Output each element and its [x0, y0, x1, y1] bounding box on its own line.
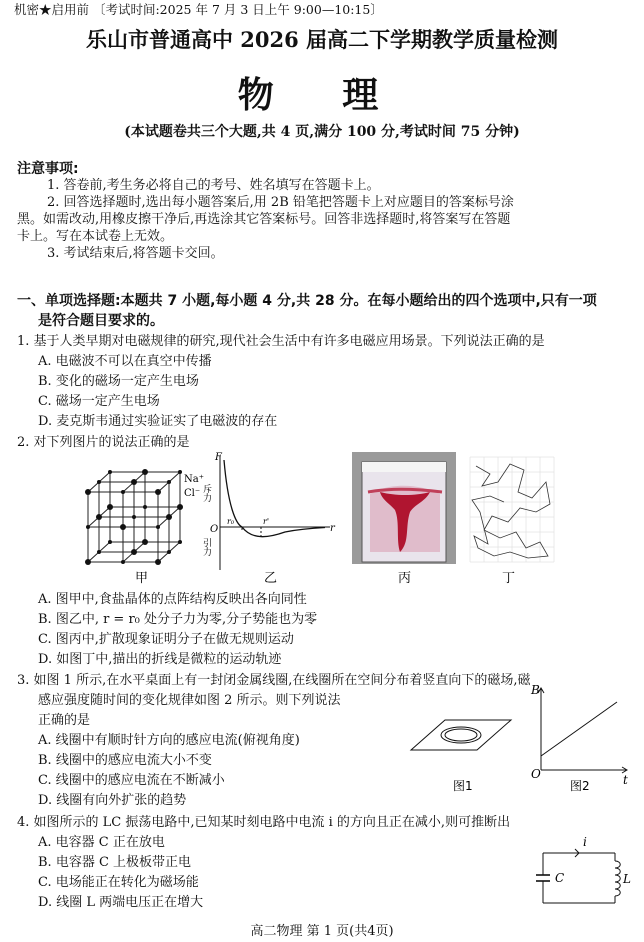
- fig-yi-attractive: 引力: [201, 538, 211, 556]
- fig1-table-coil: [411, 720, 511, 750]
- fig1-caption: 图1: [453, 779, 473, 793]
- fig2-y-label: B: [531, 683, 540, 697]
- paper-info: (本试题卷共三个大题,共 4 页,满分 100 分,考试时间 75 分钟): [124, 124, 520, 140]
- notice-item-3: 3. 考试结束后,将答题卡交回。: [47, 246, 224, 261]
- q4-option-a: A. 电容器 C 正在放电: [38, 835, 165, 850]
- q1-option-a: A. 电磁波不可以在真空中传播: [38, 354, 212, 369]
- q3-stem-line3: 正确的是: [38, 713, 91, 728]
- q4-option-b: B. 电容器 C 上极板带正电: [38, 855, 192, 870]
- section-heading-line2: 是符合题目要求的。: [38, 313, 164, 329]
- q2-figures: [80, 452, 560, 587]
- q2-option-b: B. 图乙中, r = r₀ 处分子力为零,分子势能也为零: [38, 612, 318, 627]
- q2-option-a: A. 图甲中,食盐晶体的点阵结构反映出各向同性: [38, 592, 307, 607]
- q4-option-c: C. 电场能正在转化为磁场能: [38, 875, 199, 890]
- fig2-b-t-graph: [538, 688, 627, 773]
- fig-ding-grid: [470, 457, 554, 562]
- q3-option-c: C. 线圈中的感应电流在不断减小: [38, 773, 225, 788]
- page-footer: 高二物理 第 1 页(共4页): [250, 924, 394, 939]
- fig-jia-cl-label: Cl⁻: [184, 488, 201, 499]
- fig-yi-x-label: r: [330, 523, 335, 534]
- q4-stem: 4. 如图所示的 LC 振荡电路中,已知某时刻电路中电流 i 的方向且正在减小,则可推断出: [17, 815, 511, 830]
- q1-option-b: B. 变化的磁场一定产生电场: [38, 374, 199, 389]
- fig2-origin: O: [531, 767, 541, 781]
- notice-item-2-line3: 卡上。写在本试卷上无效。: [17, 229, 174, 244]
- exam-time-line: 机密★启用前 〔考试时间:2025 年 7 月 3 日上午 9:00—10:15〕: [14, 2, 383, 17]
- fig-jia-na-label: Na⁺: [184, 474, 204, 485]
- q3-option-d: D. 线圈有向外扩张的趋势: [38, 793, 187, 808]
- q2-stem: 2. 对下列图片的说法正确的是: [17, 435, 190, 450]
- q3-figures: [405, 680, 630, 800]
- fig-ding-track: [472, 464, 550, 558]
- subject-title: 物 理: [237, 74, 407, 116]
- section-heading-line1: 一、单项选择题:本题共 7 小题,每小题 4 分,共 28 分。在每小题给出的四个选项中,只有一项: [17, 293, 597, 309]
- q2-option-d: D. 如图丁中,描出的折线是微粒的运动轨迹: [38, 652, 282, 667]
- q1-option-d: D. 麦克斯韦通过实验证实了电磁波的存在: [38, 414, 278, 429]
- q4-option-d: D. 线圈 L 两端电压正在增大: [38, 895, 204, 910]
- fig-yi-r0: r₀: [227, 517, 235, 526]
- fig-bing-caption: 丙: [398, 571, 412, 586]
- notice-item-1: 1. 答卷前,考生务必将自己的考号、姓名填写在答题卡上。: [47, 178, 380, 193]
- fig2-x-label: t: [623, 773, 628, 787]
- fig-bing-beaker-photo: [352, 452, 456, 564]
- q3-stem-line2: 感应强度随时间的变化规律如图 2 所示。则下列说法: [38, 693, 341, 708]
- fig-yi-axes: [220, 456, 330, 570]
- lc-i-label: i: [583, 835, 587, 849]
- fig-yi-r1: r': [263, 517, 270, 526]
- q4-lc-circuit: [535, 835, 635, 910]
- q1-stem: 1. 基于人类早期对电磁规律的研究,现代社会生活中有许多电磁应用场景。下列说法正确的是: [17, 334, 545, 349]
- fig-jia-caption: 甲: [135, 571, 149, 586]
- lc-circuit-wires: [536, 849, 620, 903]
- fig-yi-origin: O: [210, 524, 219, 535]
- q1-option-c: C. 磁场一定产生电场: [38, 394, 160, 409]
- lc-l-label: L: [623, 872, 631, 886]
- notice-item-2-line2: 黑。如需改动,用橡皮擦干净后,再选涂其它答案标号。回答非选择题时,将答案写在答题: [17, 212, 511, 227]
- q2-option-c: C. 图丙中,扩散现象证明分子在做无规则运动: [38, 632, 294, 647]
- fig-yi-y-label: F: [215, 452, 222, 463]
- notice-title: 注意事项:: [17, 161, 79, 177]
- fig-yi-repulsive: 斥力: [201, 484, 211, 502]
- exam-title: 乐山市普通高中 2026 届高二下学期教学质量检测: [85, 27, 559, 52]
- lc-c-label: C: [555, 871, 565, 885]
- q3-option-a: A. 线圈中有顺时针方向的感应电流(俯视角度): [38, 733, 300, 748]
- fig-ding-caption: 丁: [502, 571, 516, 586]
- fig2-caption: 图2: [570, 779, 590, 793]
- fig-yi-caption: 乙: [264, 571, 278, 586]
- notice-item-2-line1: 2. 回答选择题时,选出每小题答案后,用 2B 铅笔把答题卡上对应题目的答案标号涂: [47, 195, 514, 210]
- q3-option-b: B. 线圈中的感应电流大小不变: [38, 753, 212, 768]
- q3-stem-line1: 3. 如图 1 所示,在水平桌面上有一封闭金属线圈,在线圈所在空间分布着竖直向下的磁场,磁: [17, 673, 531, 688]
- fig-jia-ions: [85, 469, 183, 565]
